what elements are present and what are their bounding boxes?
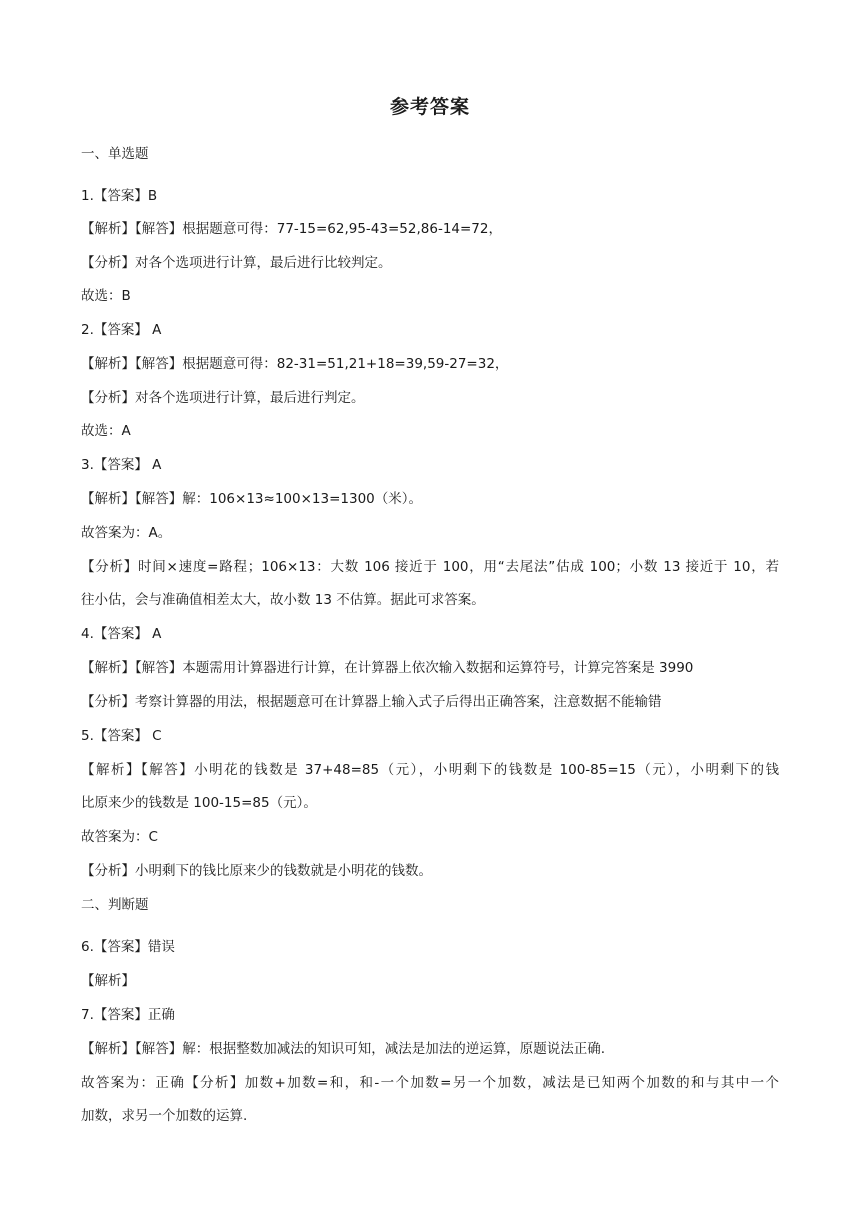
analysis-3-line-2: 往小估，会与准确值相差太大，故小数 13 不估算。据此可求答案。 — [81, 592, 485, 608]
answer-7: 7.【答案】正确 — [81, 1007, 175, 1023]
analysis-3-line-1: 【分析】时间×速度=路程；106×13：大数 106 接近于 100，用“去尾法”估成 100；小数 13 接近于 10，若 — [81, 559, 779, 575]
answer-1: 1.【答案】B — [81, 188, 158, 204]
explanation-4: 【解析】【解答】本题需用计算器进行计算，在计算器上依次输入数据和运算符号，计算完答案是 3990 — [81, 660, 694, 676]
section-heading-true-false: 二、判断题 — [81, 897, 149, 913]
answer-6: 6.【答案】错误 — [81, 939, 175, 955]
result-3: 故答案为：A。 — [81, 525, 172, 541]
answer-2: 2.【答案】 A — [81, 322, 162, 338]
explanation-1: 【解析】【解答】根据题意可得：77-15=62,95-43=52,86-14=72， — [81, 221, 502, 237]
explanation-3: 【解析】【解答】解：106×13≈100×13=1300（米）。 — [81, 491, 422, 507]
page-title: 参考答案 — [389, 96, 470, 118]
choice-1: 故选：B — [81, 288, 131, 304]
result-5: 故答案为：C — [81, 829, 158, 845]
explanation-5-line-2: 比原来少的钱数是 100-15=85（元）。 — [81, 795, 317, 811]
choice-2: 故选：A — [81, 423, 131, 439]
answer-3: 3.【答案】 A — [81, 457, 162, 473]
analysis-5: 【分析】小明剩下的钱比原来少的钱数就是小明花的钱数。 — [81, 863, 432, 879]
answer-4: 4.【答案】 A — [81, 626, 162, 642]
analysis-2: 【分析】对各个选项进行计算，最后进行判定。 — [81, 390, 365, 406]
analysis-4: 【分析】考察计算器的用法，根据题意可在计算器上输入式子后得出正确答案，注意数据不能输错 — [81, 694, 662, 710]
explanation-7: 【解析】【解答】解：根据整数加减法的知识可知，减法是加法的逆运算，原题说法正确. — [81, 1041, 606, 1057]
explanation-5-line-1: 【解析】【解答】小明花的钱数是 37+48=85（元），小明剩下的钱数是 100-85=15（元），小明剩下的钱 — [81, 762, 779, 778]
analysis-1: 【分析】对各个选项进行计算，最后进行比较判定。 — [81, 255, 392, 271]
explanation-6: 【解析】 — [81, 973, 135, 989]
answer-5: 5.【答案】 C — [81, 728, 162, 744]
analysis-7-line-1: 故答案为：正确【分析】加数+加数=和，和-一个加数=另一个加数，减法是已知两个加数的和与其中一个 — [81, 1075, 779, 1091]
section-heading-single-choice: 一、单选题 — [81, 146, 149, 162]
analysis-7-line-2: 加数，求另一个加数的运算. — [81, 1108, 248, 1124]
explanation-2: 【解析】【解答】根据题意可得：82-31=51,21+18=39,59-27=32， — [81, 356, 509, 372]
